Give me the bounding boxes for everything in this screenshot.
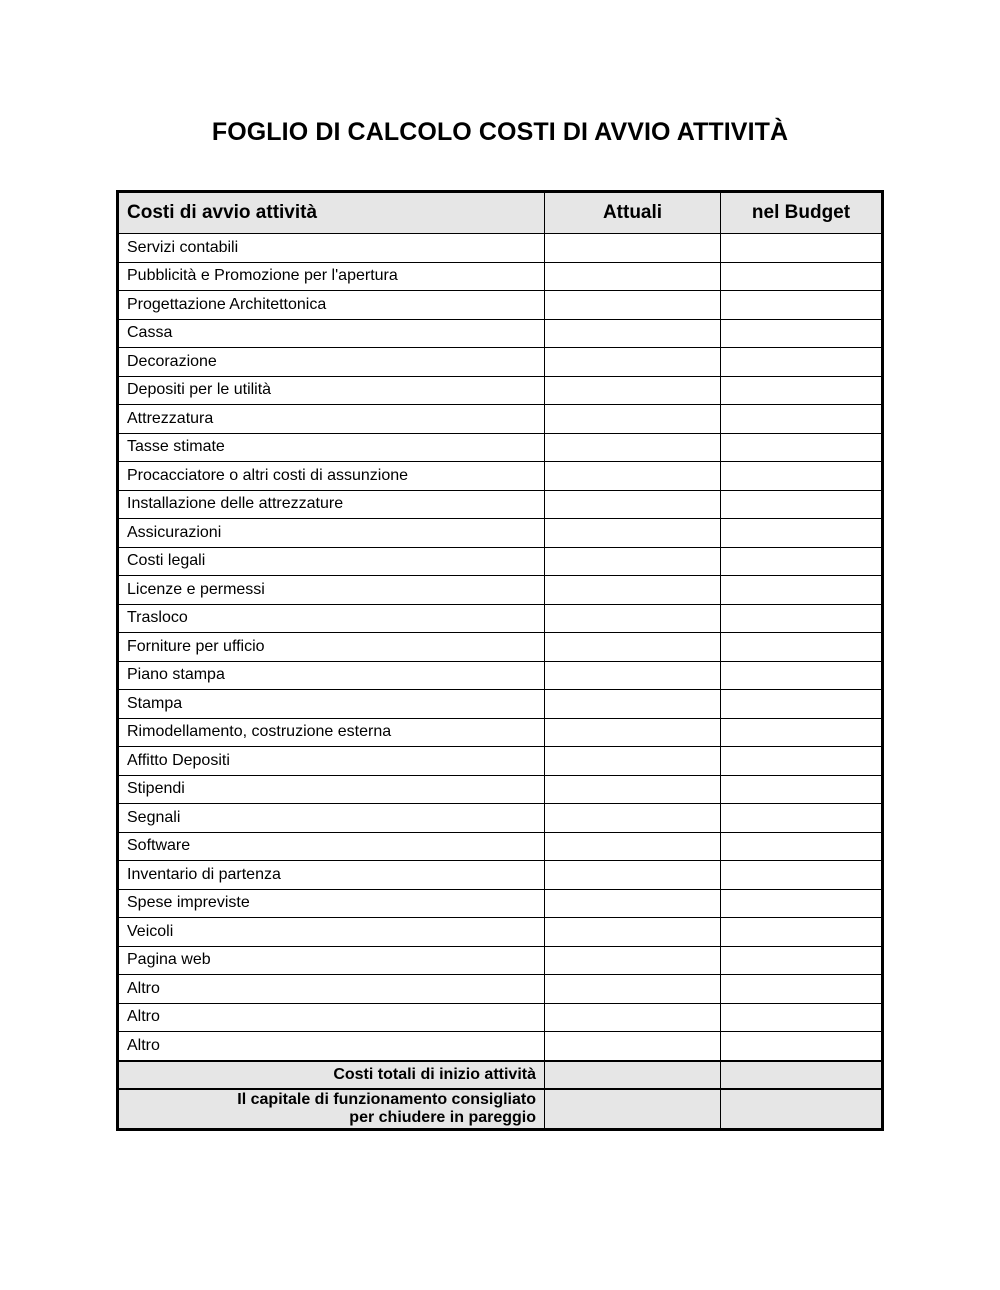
actual-cell[interactable]: [545, 946, 721, 975]
cost-item-label: Affitto Depositi: [118, 747, 545, 776]
cost-item-label: Trasloco: [118, 604, 545, 633]
cost-item-label: Altro: [118, 975, 545, 1004]
cost-item-label: Tasse stimate: [118, 433, 545, 462]
working-capital-label-line1: Il capitale di funzionamento consigliato: [237, 1090, 536, 1108]
actual-cell[interactable]: [545, 405, 721, 434]
working-capital-label-line2: per chiudere in pareggio: [349, 1108, 536, 1126]
cost-item-label: Assicurazioni: [118, 519, 545, 548]
actual-cell[interactable]: [545, 775, 721, 804]
table-row: [118, 547, 883, 576]
table-row: [118, 861, 883, 890]
actual-cell[interactable]: [545, 661, 721, 690]
cost-item-label: Stampa: [118, 690, 545, 719]
table-row: [118, 348, 883, 377]
budget-cell[interactable]: [721, 633, 883, 662]
budget-cell[interactable]: [721, 975, 883, 1004]
cost-item-label: Software: [118, 832, 545, 861]
cost-item-label: Pagina web: [118, 946, 545, 975]
working-capital-actual-cell[interactable]: [545, 1089, 721, 1130]
actual-cell[interactable]: [545, 832, 721, 861]
table-row: [118, 747, 883, 776]
cost-item-label: Stipendi: [118, 775, 545, 804]
budget-cell[interactable]: [721, 690, 883, 719]
actual-cell[interactable]: [545, 519, 721, 548]
budget-cell[interactable]: [721, 519, 883, 548]
actual-cell[interactable]: [545, 234, 721, 263]
cost-item-label: Altro: [118, 1032, 545, 1061]
actual-cell[interactable]: [545, 433, 721, 462]
cost-item-label: Cassa: [118, 319, 545, 348]
table-row: [118, 946, 883, 975]
total-label: Costi totali di inizio attività: [118, 1061, 545, 1089]
budget-cell[interactable]: [721, 433, 883, 462]
cost-item-label: Procacciatore o altri costi di assunzione: [118, 462, 545, 491]
actual-cell[interactable]: [545, 462, 721, 491]
actual-cell[interactable]: [545, 490, 721, 519]
actual-cell[interactable]: [545, 975, 721, 1004]
budget-cell[interactable]: [721, 832, 883, 861]
table-row: [118, 975, 883, 1004]
actual-cell[interactable]: [545, 547, 721, 576]
table-row: [118, 262, 883, 291]
actual-cell[interactable]: [545, 718, 721, 747]
actual-cell[interactable]: [545, 576, 721, 605]
startup-costs-table: [116, 190, 884, 1131]
table-row: [118, 319, 883, 348]
actual-cell[interactable]: [545, 604, 721, 633]
table-row: [118, 462, 883, 491]
budget-cell[interactable]: [721, 405, 883, 434]
cost-item-label: Piano stampa: [118, 661, 545, 690]
total-row: [118, 1061, 883, 1089]
cost-item-label: Segnali: [118, 804, 545, 833]
table-row: [118, 519, 883, 548]
total-actual-cell[interactable]: [545, 1061, 721, 1089]
table-row: [118, 604, 883, 633]
table-row: [118, 889, 883, 918]
cost-item-label: Costi legali: [118, 547, 545, 576]
column-header-cost-item: Costi di avvio attività: [118, 192, 545, 234]
working-capital-budget-cell[interactable]: [721, 1089, 883, 1130]
budget-cell[interactable]: [721, 747, 883, 776]
table-row: [118, 1032, 883, 1061]
budget-cell[interactable]: [721, 1003, 883, 1032]
cost-item-label: Licenze e permessi: [118, 576, 545, 605]
cost-item-label: Veicoli: [118, 918, 545, 947]
budget-cell[interactable]: [721, 376, 883, 405]
table-row: [118, 405, 883, 434]
cost-item-label: Forniture per ufficio: [118, 633, 545, 662]
cost-item-label: Altro: [118, 1003, 545, 1032]
table-row: [118, 918, 883, 947]
table-row: [118, 661, 883, 690]
table-row: [118, 804, 883, 833]
table-row: [118, 832, 883, 861]
table-row: [118, 690, 883, 719]
page-title: FOGLIO DI CALCOLO COSTI DI AVVIO ATTIVITÀ: [211, 118, 789, 146]
cost-item-label: Servizi contabili: [118, 234, 545, 263]
actual-cell[interactable]: [545, 804, 721, 833]
table-header-row: [118, 192, 883, 234]
budget-cell[interactable]: [721, 946, 883, 975]
actual-cell[interactable]: [545, 918, 721, 947]
working-capital-row: [118, 1089, 883, 1130]
budget-cell[interactable]: [721, 804, 883, 833]
actual-cell[interactable]: [545, 291, 721, 320]
table-row: [118, 1003, 883, 1032]
table-row: [118, 490, 883, 519]
column-header-actual: Attuali: [545, 192, 721, 234]
table-row: [118, 376, 883, 405]
cost-item-label: Attrezzatura: [118, 405, 545, 434]
cost-item-label: Decorazione: [118, 348, 545, 377]
actual-cell[interactable]: [545, 262, 721, 291]
cost-item-label: Progettazione Architettonica: [118, 291, 545, 320]
budget-cell[interactable]: [721, 348, 883, 377]
table-row: [118, 633, 883, 662]
budget-cell[interactable]: [721, 462, 883, 491]
actual-cell[interactable]: [545, 889, 721, 918]
budget-cell[interactable]: [721, 861, 883, 890]
budget-cell[interactable]: [721, 547, 883, 576]
actual-cell[interactable]: [545, 861, 721, 890]
actual-cell[interactable]: [545, 633, 721, 662]
cost-item-label: Pubblicità e Promozione per l'apertura: [118, 262, 545, 291]
budget-cell[interactable]: [721, 889, 883, 918]
working-capital-label: [118, 1089, 545, 1130]
budget-cell[interactable]: [721, 576, 883, 605]
budget-cell[interactable]: [721, 234, 883, 263]
total-budget-cell[interactable]: [721, 1061, 883, 1089]
table-body: [118, 234, 883, 1061]
actual-cell[interactable]: [545, 1032, 721, 1061]
actual-cell[interactable]: [545, 690, 721, 719]
table-row: [118, 718, 883, 747]
budget-cell[interactable]: [721, 775, 883, 804]
cost-item-label: Inventario di partenza: [118, 861, 545, 890]
budget-cell[interactable]: [721, 490, 883, 519]
table-row: [118, 775, 883, 804]
actual-cell[interactable]: [545, 376, 721, 405]
cost-item-label: Installazione delle attrezzature: [118, 490, 545, 519]
actual-cell[interactable]: [545, 348, 721, 377]
budget-cell[interactable]: [721, 1032, 883, 1061]
budget-cell[interactable]: [721, 291, 883, 320]
cost-item-label: Spese impreviste: [118, 889, 545, 918]
budget-cell[interactable]: [721, 262, 883, 291]
cost-item-label: Rimodellamento, costruzione esterna: [118, 718, 545, 747]
budget-cell[interactable]: [721, 604, 883, 633]
table-row: [118, 234, 883, 263]
actual-cell[interactable]: [545, 319, 721, 348]
table-row: [118, 291, 883, 320]
budget-cell[interactable]: [721, 319, 883, 348]
budget-cell[interactable]: [721, 718, 883, 747]
table-row: [118, 433, 883, 462]
cost-item-label: Depositi per le utilità: [118, 376, 545, 405]
budget-cell[interactable]: [721, 918, 883, 947]
actual-cell[interactable]: [545, 747, 721, 776]
budget-cell[interactable]: [721, 661, 883, 690]
table-row: [118, 576, 883, 605]
column-header-budget: nel Budget: [721, 192, 883, 234]
actual-cell[interactable]: [545, 1003, 721, 1032]
